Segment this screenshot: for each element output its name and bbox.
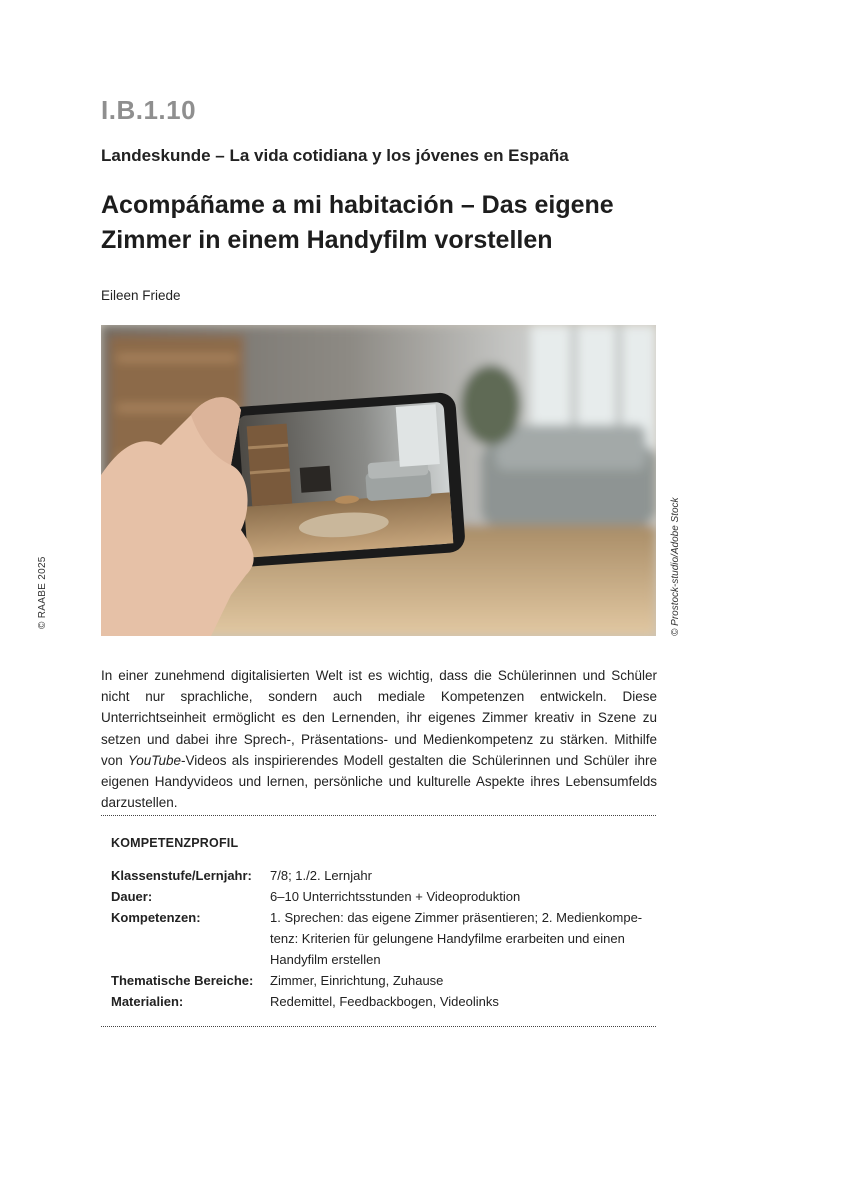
copyright-note: © RAABE 2025: [37, 556, 48, 629]
image-credit: © Prostock-studio/Adobe Stock: [670, 497, 681, 636]
category-subtitle: Landeskunde – La vida cotidiana y los jóvenes en España: [101, 146, 569, 165]
kp-label: Klassenstufe/Lernjahr:: [111, 868, 252, 883]
kp-value-line: Zimmer, Einrichtung, Zuhause: [270, 973, 444, 988]
kp-value: [270, 886, 651, 907]
kp-value-line: Handyfilm erstellen: [270, 952, 381, 967]
kp-row-klassenstufe: [111, 865, 651, 886]
kp-row-thematische-bereiche: [111, 970, 651, 991]
title-line-2: Zimmer in einem Handyfilm vorstellen: [101, 226, 553, 254]
author: Eileen Friede: [101, 288, 181, 303]
kp-value: [270, 907, 651, 970]
kp-label: Dauer:: [111, 889, 153, 904]
kp-label: Materialien:: [111, 994, 184, 1009]
kp-row-kompetenzen: [111, 907, 651, 970]
intro-text-2: -Videos als inspirierendes Modell gestalten die Schülerinnen und Schüler ihre eigenen Handyvideos und lernen, persönliche und kulturelle Aspekte ihres Lebensumfelds darzustellen.: [101, 752, 657, 811]
kp-value: [270, 970, 651, 991]
kp-row-dauer: [111, 886, 651, 907]
unit-code: I.B.1.10: [101, 95, 197, 125]
intro-paragraph: [101, 665, 657, 813]
kp-value-line: tenz: Kriterien für gelungene Handyfilme erarbeiten und einen: [270, 931, 625, 946]
kompetenzprofil-heading: KOMPETENZPROFIL: [111, 836, 239, 850]
kompetenzprofil-table: [111, 865, 651, 1012]
phone-filming-living-room-photo: [101, 325, 656, 636]
divider-top: [101, 815, 656, 816]
intro-italic-brand: YouTube: [127, 752, 182, 768]
kp-label: Kompetenzen:: [111, 910, 201, 925]
kp-value: [270, 865, 651, 886]
kp-value-line: Redemittel, Feedbackbogen, Videolinks: [270, 994, 499, 1009]
kp-label: Thematische Bereiche:: [111, 973, 254, 988]
kp-value-line: 7/8; 1./2. Lernjahr: [270, 868, 372, 883]
divider-bottom: [101, 1026, 656, 1027]
page-title: [101, 188, 661, 258]
title-line-1: Acompáñame a mi habitación – Das eigene: [101, 191, 614, 219]
intro-text-1: In einer zunehmend digitalisierten Welt ist es wichtig, dass die Schülerinnen und Schüler nicht nur sprachliche, sondern auch mediale Kompetenzen entwickeln. Diese Unterrichtseinheit ermöglicht es den Lernenden, ihr eigenes Zimmer kreativ in Szene zu setzen und dabei ihre Sprech-, Präsentations- und Medienkompetenz zu stärken. Mithilfe von: [101, 668, 657, 768]
kp-value: [270, 991, 651, 1012]
kp-value-line: 1. Sprechen: das eigene Zimmer präsentieren; 2. Medienkompe-: [270, 910, 643, 925]
kp-value-line: 6–10 Unterrichtsstunden + Videoproduktion: [270, 889, 521, 904]
kp-row-materialien: [111, 991, 651, 1012]
